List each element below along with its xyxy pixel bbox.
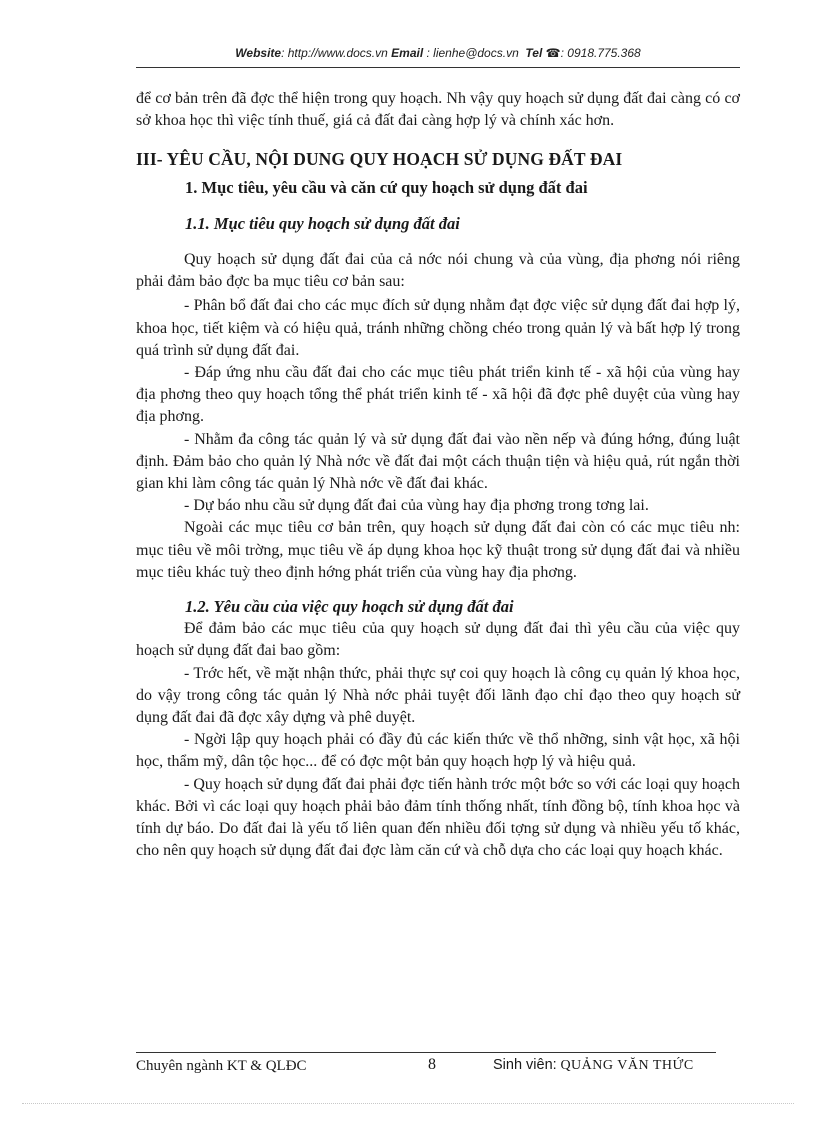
footer-divider: [136, 1052, 716, 1053]
subsection-1-1-title: 1.1. Mục tiêu quy hoạch sử dụng đất đai: [185, 213, 460, 233]
paragraph: Để đảm bảo các mục tiêu của quy hoạch sử dụng đất đai thì yêu cầu của việc quy hoạch sử dụng đất đai bao gồm:: [136, 620, 740, 660]
email-label: Email: [391, 46, 424, 60]
footer-department: Chuyên ngành KT & QLĐC: [136, 1058, 307, 1074]
subsection-1-2-title: 1.2. Yêu cầu của việc quy hoạch sử dụng đất đai: [185, 597, 514, 617]
website-label: Website: [235, 46, 282, 60]
student-label: Sinh viên:: [493, 1057, 557, 1073]
paragraph: - Dự báo nhu cầu sử dụng đất đai của vùng hay địa phơng trong tơng lai.: [184, 497, 649, 515]
paragraph: - Nhằm đa công tác quản lý và sử dụng đất đai vào nền nếp và đúng hớng, đúng luật định. Đảm bảo cho quản lý Nhà nớc về đất đai một cách thuận tiện và hiệu quả, rút ngắn thời gian khi làm công tác quản lý Nhà nớc về đất đai khác.: [136, 430, 740, 493]
paragraph: Quy hoạch sử dụng đất đai của cả nớc nói chung và của vùng, địa phơng nói riêng phải đảm bảo đợc ba mục tiêu cơ bản sau:: [136, 251, 740, 291]
paragraph: - Quy hoạch sử dụng đất đai phải đợc tiến hành trớc một bớc so với các loại quy hoạch khác. Bởi vì các loại quy hoạch phải bảo đảm tính thống nhất, tính đồng bộ, tính khoa học và tính dự báo. Do đất đai là yếu tố liên quan đến nhiều đối tợng sử dụng và nhiều yếu tố khác, cho nên quy hoạch sử dụng đất đai đợc làm căn cứ và chỗ dựa cho các loại quy hoạch khác.: [136, 775, 740, 860]
tel-value: : 0918.775.368: [560, 46, 641, 60]
student-name: QUẢNG VĂN THỨC: [560, 1058, 694, 1073]
website-url: : http://www.docs.vn: [281, 46, 388, 60]
subsection-title: 1. Mục tiêu, yêu cầu và căn cứ quy hoạch sử dụng đất đai: [185, 177, 588, 197]
page-header: [136, 46, 740, 66]
section-title: III- YÊU CẦU, NỘI DUNG QUY HOẠCH SỬ DỤNG ĐẤT ĐAI: [136, 149, 623, 170]
paragraph: - Phân bổ đất đai cho các mục đích sử dụng nhằm đạt đợc việc sử dụng đất đai hợp lý, khoa học, tiết kiệm và có hiệu quả, tránh những chồng chéo trong quản lý và bất hợp lý trong quá trình sử dụng đất đai.: [136, 297, 740, 359]
document-body: [136, 88, 740, 863]
intro-paragraph: để cơ bản trên đã đợc thể hiện trong quy hoạch. Nh vậy quy hoạch sử dụng đất đai càng có cơ sở khoa học thì việc tính thuế, giá cả đất đai càng hợp lý và chính xác hơn.: [136, 90, 740, 130]
phone-icon: ☎: [545, 46, 561, 60]
tel-label: Tel: [525, 46, 543, 60]
paragraph: - Ngời lập quy hoạch phải có đầy đủ các kiến thức về thổ nhỡng, sinh vật học, xã hội học, thẩm mỹ, dân tộc học... để có đợc một bản quy hoạch hợp lý và hiệu quả.: [136, 731, 740, 771]
paragraph: - Trớc hết, về mặt nhận thức, phải thực sự coi quy hoạch là công cụ quản lý khoa học, do vậy trong công tác quản lý Nhà nớc phải tuyệt đối lãnh đạo chỉ đạo theo quy hoạch sử dụng đất đai đã đợc xây dựng và phê duyệt.: [136, 664, 740, 727]
header-divider: [136, 67, 740, 68]
email-value: : lienhe@docs.vn: [423, 46, 519, 60]
paragraph: - Đáp ứng nhu cầu đất đai cho các mục tiêu phát triển kinh tế - xã hội của vùng hay địa phơng theo quy hoạch tổng thể phát triển kinh tế - xã hội đã đợc phê duyệt của vùng hay địa phơng.: [136, 364, 740, 426]
footer-student: [493, 1057, 694, 1074]
page-number: 8: [428, 1056, 436, 1073]
page-bottom-border: [22, 1103, 794, 1104]
page-footer: [136, 1058, 716, 1080]
paragraph: Ngoài các mục tiêu cơ bản trên, quy hoạch sử dụng đất đai còn có các mục tiêu nh: mục tiêu về môi trờng, mục tiêu về áp dụng khoa học kỹ thuật trong sử dụng đất đai và nhiều mục tiêu khác tuỳ theo định hớng phát triển của vùng hay địa phơng.: [136, 519, 740, 581]
